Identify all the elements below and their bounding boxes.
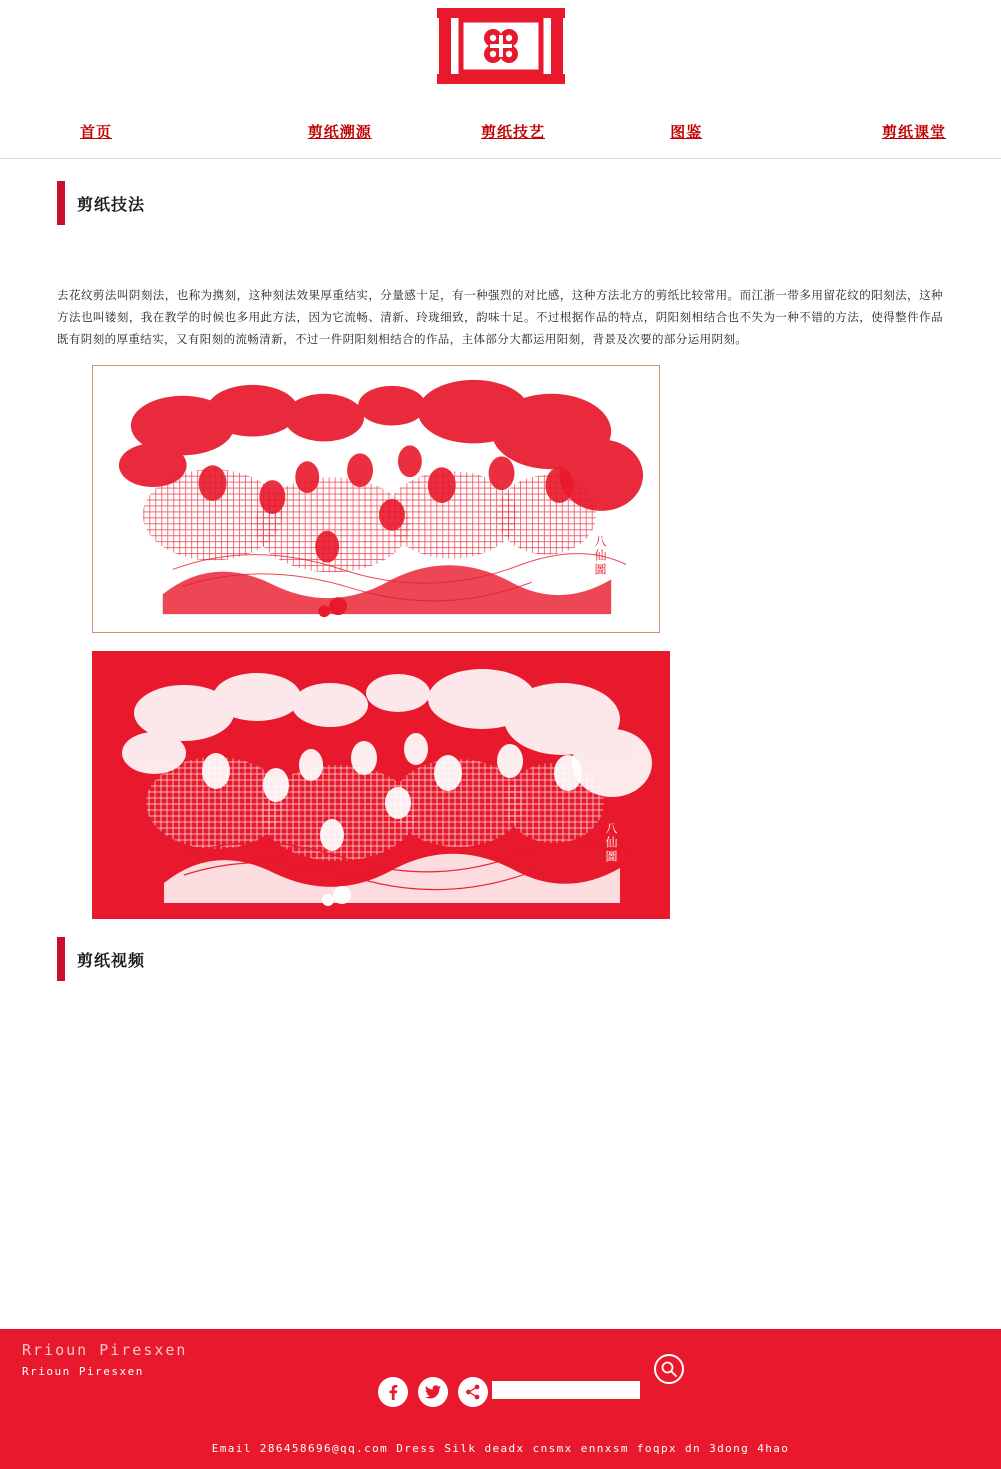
nav-item-origin[interactable]: 剪纸溯源 (307, 123, 372, 141)
papercut-artwork-light-icon (93, 366, 659, 632)
nav-divider (0, 158, 1001, 159)
facebook-icon[interactable] (378, 1377, 408, 1407)
nav-item-craft[interactable]: 剪纸技艺 (481, 123, 546, 141)
artwork-seal-text: 八仙圖 (604, 822, 618, 864)
footer-brand: Rrioun Piresxen (22, 1341, 188, 1359)
article-paragraph: 去花纹剪法叫阴刻法，也称为携刻，这种刻法效果厚重结实，分量感十足，有一种强烈的对比感，这种方法北方的剪纸比较常用。而江浙一带多用留花纹的阳刻法，这种方法也叫镂刻，我在教学的时候也多用此方法，因为它流畅、清新、玲珑细致，韵味十足。不过根据作品的特点，阴阳刻相结合也不失为一种不错的方法，使得整件作品既有阴刻的厚重结实，又有阳刻的流畅清新，不过一件阴阳刻相结合的作品，主体部分大都运用阳刻，背景及次要的部分运用阴刻。 (57, 290, 943, 346)
section-heading-video (57, 937, 1001, 981)
site-logo[interactable] (0, 0, 1001, 88)
page-title: 剪纸技法 (77, 196, 146, 214)
twitter-glyph (425, 1384, 441, 1400)
twitter-icon[interactable] (418, 1377, 448, 1407)
logo-mark[interactable] (431, 4, 571, 88)
main-nav (0, 110, 1001, 152)
papercut-artwork-dark-icon (92, 651, 670, 919)
section-accent-bar (57, 937, 65, 981)
nav-item-gallery[interactable]: 图鉴 (670, 123, 703, 141)
video-section-title: 剪纸视频 (77, 952, 146, 970)
papercut-image-yang (92, 365, 660, 633)
artwork-seal-text: 八仙圖 (593, 535, 607, 577)
nav-item-class[interactable]: 剪纸课堂 (882, 123, 947, 141)
papercut-image-yin (92, 651, 670, 919)
footer-contact-text: Email 286458696@qq.com Dress Silk deadx cnsmx ennxsm foqpx dn 3dong 4hao (211, 1442, 790, 1455)
share-glyph (465, 1384, 481, 1400)
footer-brand-sub: Rrioun Piresxen (22, 1365, 144, 1378)
site-footer (0, 1329, 1001, 1469)
facebook-glyph (385, 1384, 401, 1400)
papercut-seal-logo-icon (431, 4, 571, 88)
search-icon (660, 1360, 678, 1378)
search-button[interactable] (654, 1354, 684, 1384)
social-links (378, 1377, 488, 1407)
section-accent-bar (57, 181, 65, 225)
share-icon[interactable] (458, 1377, 488, 1407)
nav-item-home[interactable]: 首页 (80, 123, 113, 141)
search-input[interactable] (492, 1381, 640, 1399)
section-heading-technique (57, 181, 1001, 225)
